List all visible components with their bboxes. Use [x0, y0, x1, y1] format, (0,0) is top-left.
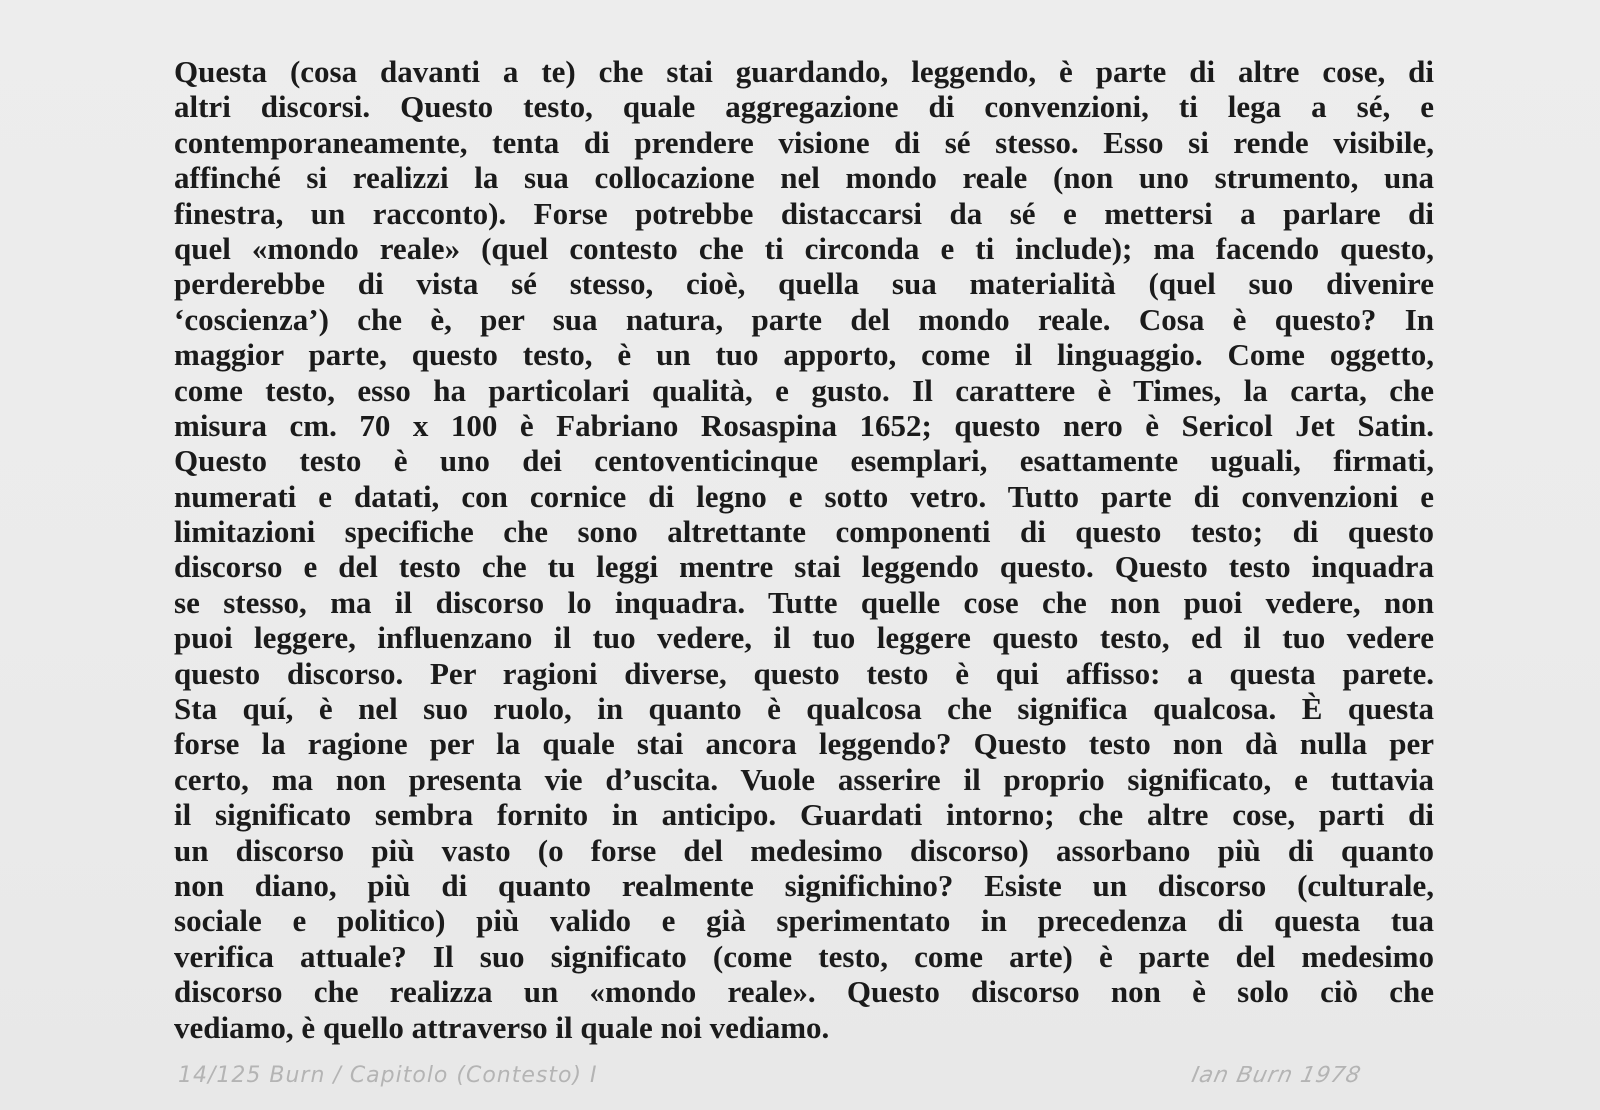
text-line-13: numerati e datati, con cornice di legno e sotto vetro. Tutto parte di convenzioni e — [174, 478, 1434, 514]
text-line-5: finestra, un racconto). Forse potrebbe distaccarsi da sé e mettersi a parlare di — [174, 195, 1434, 231]
text-line-20: forse la ragione per la quale stai ancora leggendo? Questo testo non dà nulla per — [174, 726, 1434, 762]
text-line-27: discorso che realizza un «mondo reale». Questo discorso non è solo ciò che — [174, 974, 1434, 1010]
text-line-19: Sta quí, è nel suo ruolo, in quanto è qualcosa che significa qualcosa. È questa — [174, 691, 1434, 727]
text-line-11: misura cm. 70 x 100 è Fabriano Rosaspina 1652; questo nero è Sericol Jet Satin. — [174, 407, 1434, 443]
text-line-15: discorso e del testo che tu leggi mentre stai leggendo questo. Questo testo inquadra — [174, 549, 1434, 585]
text-line-23: un discorso più vasto (o forse del medesimo discorso) assorbano più di quanto — [174, 832, 1434, 868]
text-line-26: verifica attuale? Il suo significato (come testo, come arte) è parte del medesimo — [174, 938, 1434, 974]
text-line-1: Questa (cosa davanti a te) che stai guardando, leggendo, è parte di altre cose, di — [174, 54, 1434, 89]
pencil-signature: Ian Burn 1978 — [1189, 1063, 1364, 1088]
text-line-17: puoi leggere, influenzano il tuo vedere, il tuo leggere questo testo, ed il tuo vedere — [174, 620, 1434, 656]
text-line-10: come testo, esso ha particolari qualità, e gusto. Il carattere è Times, la carta, che — [174, 372, 1434, 408]
text-line-25: sociale e politico) più valido e già sperimentato in precedenza di questa tua — [174, 903, 1434, 939]
text-line-28: vediamo, è quello attraverso il quale noi vediamo. — [174, 1009, 830, 1045]
text-line-12: Questo testo è uno dei centoventicinque esemplari, esattamente uguali, firmati, — [174, 443, 1434, 479]
text-line-24: non diano, più di quanto realmente significhino? Esiste un discorso (culturale, — [174, 867, 1434, 903]
text-line-2: altri discorsi. Questo testo, quale aggregazione di convenzioni, ti lega a sé, e — [174, 89, 1434, 125]
text-line-3: contemporaneamente, tenta di prendere visione di sé stesso. Esso si rende visibile, — [174, 124, 1434, 160]
pencil-edition-note: 14/125 Burn / Capitolo (Contesto) I — [178, 1063, 598, 1088]
text-line-18: questo discorso. Per ragioni diverse, questo testo è qui affisso: a questa parete. — [174, 655, 1434, 691]
text-line-21: certo, ma non presenta vie d’uscita. Vuole asserire il proprio significato, e tuttavia — [174, 761, 1434, 797]
text-line-9: maggior parte, questo testo, è un tuo apporto, come il linguaggio. Come oggetto, — [174, 337, 1434, 373]
text-line-7: perderebbe di vista sé stesso, cioè, quella sua materialità (quel suo divenire — [174, 266, 1434, 302]
text-line-22: il significato sembra fornito in anticipo. Guardati intorno; che altre cose, parti di — [174, 797, 1434, 833]
text-line-14: limitazioni specifiche che sono altrettante componenti di questo testo; di questo — [174, 514, 1434, 550]
text-line-16: se stesso, ma il discorso lo inquadra. Tutte quelle cose che non puoi vedere, non — [174, 584, 1434, 620]
printed-text-block — [174, 54, 1434, 1045]
text-line-8: ‘coscienza’) che è, per sua natura, parte del mondo reale. Cosa è questo? In — [174, 301, 1434, 337]
text-line-6: quel «mondo reale» (quel contesto che ti circonda e ti include); ma facendo questo, — [174, 230, 1434, 266]
text-line-4: affinché si realizzi la sua collocazione nel mondo reale (non uno strumento, una — [174, 160, 1434, 196]
